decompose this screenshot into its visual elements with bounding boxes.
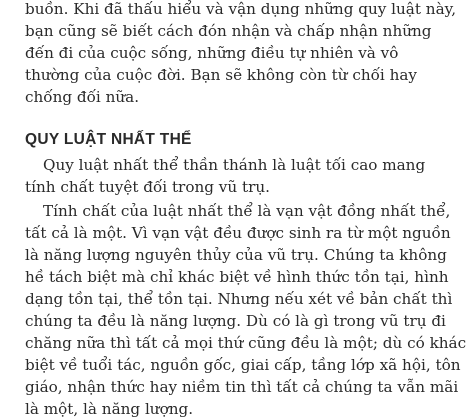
text-line: hề tách biệt mà chỉ khác biệt về hình thức tồn tại, hình [25,268,449,286]
text-line: là một, là năng lượng. [25,400,194,418]
text-line: bạn cũng sẽ biết cách đón nhận và chấp nhận những [25,22,432,40]
text-line: dạng tồn tại, thể tồn tại. Nhưng nếu xét về bản chất thì [25,290,453,308]
text-line: Quy luật nhất thể thần thánh là luật tối cao mang [43,156,426,174]
text-line: chăng nữa thì tất cả mọi thứ cũng đều là một; dù có khác [25,334,466,352]
text-line: đến đi của cuộc sống, những điều tự nhiên và vô [25,44,399,62]
section-heading: QUY LUẬT NHẤT THỂ [25,131,192,148]
text-line: buồn. Khi đã thấu hiểu và vận dụng những quy luật này, [25,0,457,18]
paragraph-2 [25,200,466,420]
text-line: tất cả là một. Vì vạn vật đều được sinh ra từ một nguồn [25,224,451,242]
text-line: Tính chất của luật nhất thể là vạn vật đồng nhất thể, [43,202,451,220]
paragraph-1 [25,154,426,198]
text-line: là năng lượng nguyên thủy của vũ trụ. Chúng ta không [25,246,447,264]
text-line: tính chất tuyệt đối trong vũ trụ. [25,178,270,196]
text-line: thường của cuộc đời. Bạn sẽ không còn từ chối hay [25,66,417,84]
text-line: biệt về tuổi tác, nguồn gốc, giai cấp, tầng lớp xã hội, tôn [25,356,461,374]
text-line: giáo, nhận thức hay niềm tin thì tất cả chúng ta vẫn mãi [25,378,459,396]
intro-paragraph [25,0,457,108]
text-line: chống đối nữa. [25,88,140,106]
text-line: chúng ta đều là năng lượng. Dù có là gì trong vũ trụ đi [25,312,446,330]
